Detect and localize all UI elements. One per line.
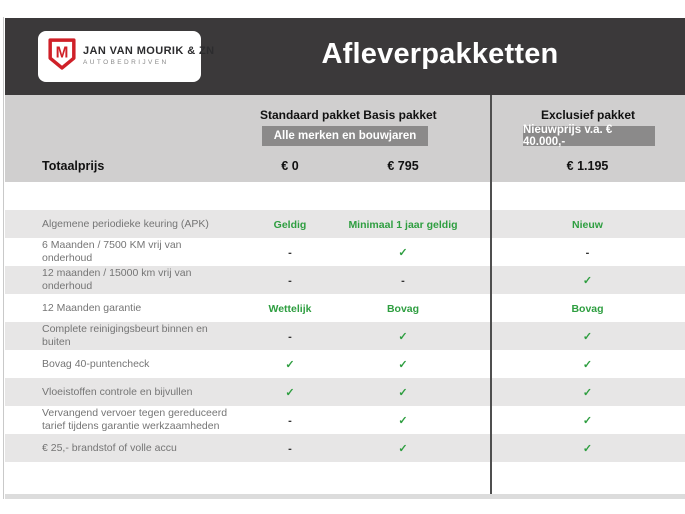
value-text: Minimaal 1 jaar geldig bbox=[348, 219, 458, 231]
page-left-border bbox=[3, 17, 4, 499]
cell-basis bbox=[346, 383, 460, 401]
dash-mark: - bbox=[401, 275, 405, 287]
check-icon: ✓ bbox=[285, 359, 295, 371]
cell-standaard bbox=[234, 215, 346, 233]
totals-exclusief: € 1.195 bbox=[566, 159, 609, 173]
totals-basis: € 795 bbox=[387, 159, 419, 173]
check-icon: ✓ bbox=[398, 415, 408, 427]
feature-row bbox=[5, 322, 685, 350]
brand-shield-icon bbox=[48, 38, 76, 75]
feature-row bbox=[5, 434, 685, 462]
feature-label: € 25,- brandstof of volle accu bbox=[42, 441, 177, 454]
page-title: Afleverpakketten bbox=[321, 38, 559, 70]
cell-standaard bbox=[234, 439, 346, 457]
feature-row bbox=[5, 238, 685, 266]
dash-mark: - bbox=[288, 443, 292, 455]
cell-exclusief bbox=[490, 299, 685, 317]
afleverpakketten-sheet bbox=[5, 18, 685, 499]
cell-standaard bbox=[234, 411, 346, 429]
column-header-exclusief: Exclusief pakket bbox=[540, 108, 636, 122]
feature-label: 12 Maanden garantie bbox=[42, 301, 142, 314]
feature-label: Bovag 40-puntencheck bbox=[42, 357, 150, 370]
svg-text:M: M bbox=[55, 44, 69, 62]
cell-exclusief bbox=[490, 383, 685, 401]
feature-label: Vervangend vervoer tegen gereduceerd tarief tijdens garantie werkzaamheden bbox=[42, 407, 228, 432]
cell-exclusief bbox=[490, 439, 685, 457]
header-bar bbox=[5, 18, 685, 95]
packages-header-band bbox=[5, 95, 685, 182]
feature-row bbox=[5, 294, 685, 322]
feature-label: Vloeistoffen controle en bijvullen bbox=[42, 385, 193, 398]
column-header-standaard: Standaard pakket bbox=[259, 108, 361, 122]
cell-basis bbox=[346, 439, 460, 457]
column-header-basis: Basis pakket bbox=[363, 108, 437, 122]
totals-row bbox=[5, 153, 685, 179]
feature-label: 12 maanden / 15000 km vrij van onderhoud bbox=[42, 267, 192, 292]
cell-exclusief bbox=[490, 243, 685, 261]
feature-row bbox=[5, 406, 685, 434]
check-icon: ✓ bbox=[582, 415, 593, 427]
check-icon: ✓ bbox=[582, 331, 593, 343]
feature-label: Algemene periodieke keuring (APK) bbox=[42, 217, 209, 230]
cell-exclusief bbox=[490, 327, 685, 345]
cell-basis bbox=[346, 355, 460, 373]
cell-exclusief bbox=[490, 411, 685, 429]
check-icon: ✓ bbox=[398, 387, 408, 399]
dash-mark: - bbox=[288, 275, 292, 287]
dash-mark: - bbox=[288, 247, 292, 259]
feature-row bbox=[5, 266, 685, 294]
totals-label: Totaalprijs bbox=[42, 159, 105, 173]
brand-name: JAN VAN MOURIK & ZN bbox=[83, 45, 215, 58]
dash-mark: - bbox=[288, 331, 292, 343]
cell-standaard bbox=[234, 355, 346, 373]
check-icon: ✓ bbox=[582, 359, 593, 371]
feature-row bbox=[5, 350, 685, 378]
value-text: Nieuw bbox=[572, 219, 603, 231]
check-icon: ✓ bbox=[582, 387, 593, 399]
features-table bbox=[5, 210, 685, 462]
cell-basis bbox=[346, 243, 460, 261]
cell-standaard bbox=[234, 271, 346, 289]
cell-basis bbox=[346, 271, 460, 289]
totals-standaard: € 0 bbox=[281, 159, 299, 173]
cell-basis bbox=[346, 411, 460, 429]
cell-exclusief bbox=[490, 355, 685, 373]
feature-row bbox=[5, 378, 685, 406]
feature-label: Complete reinigingsbeurt binnen en buiten bbox=[42, 323, 208, 348]
badge-new-price: Nieuwprijs v.a. € 40.000,- bbox=[523, 126, 655, 146]
check-icon: ✓ bbox=[582, 275, 593, 287]
dash-mark: - bbox=[585, 247, 590, 259]
cell-standaard bbox=[234, 327, 346, 345]
cell-basis bbox=[346, 215, 460, 233]
cell-basis bbox=[346, 327, 460, 345]
check-icon: ✓ bbox=[285, 387, 295, 399]
cell-standaard bbox=[234, 383, 346, 401]
value-text: Geldig bbox=[273, 219, 307, 231]
brand-logo bbox=[38, 31, 215, 82]
dash-mark: - bbox=[288, 415, 292, 427]
cell-basis bbox=[346, 299, 460, 317]
cell-standaard bbox=[234, 243, 346, 261]
check-icon: ✓ bbox=[398, 359, 408, 371]
exclusief-column-divider bbox=[490, 95, 492, 498]
bottom-strip bbox=[5, 494, 685, 499]
value-text: Bovag bbox=[386, 303, 420, 315]
value-text: Bovag bbox=[571, 303, 604, 315]
check-icon: ✓ bbox=[582, 443, 593, 455]
check-icon: ✓ bbox=[398, 331, 408, 343]
cell-exclusief bbox=[490, 215, 685, 233]
feature-row bbox=[5, 210, 685, 238]
feature-label: 6 Maanden / 7500 KM vrij van onderhoud bbox=[42, 239, 182, 264]
check-icon: ✓ bbox=[398, 247, 408, 259]
cell-standaard bbox=[234, 299, 346, 317]
cell-exclusief bbox=[490, 271, 685, 289]
check-icon: ✓ bbox=[398, 443, 408, 455]
brand-subtitle: AUTOBEDRIJVEN bbox=[83, 59, 169, 67]
value-text: Wettelijk bbox=[268, 303, 312, 315]
badge-all-brands: Alle merken en bouwjaren bbox=[262, 126, 428, 146]
